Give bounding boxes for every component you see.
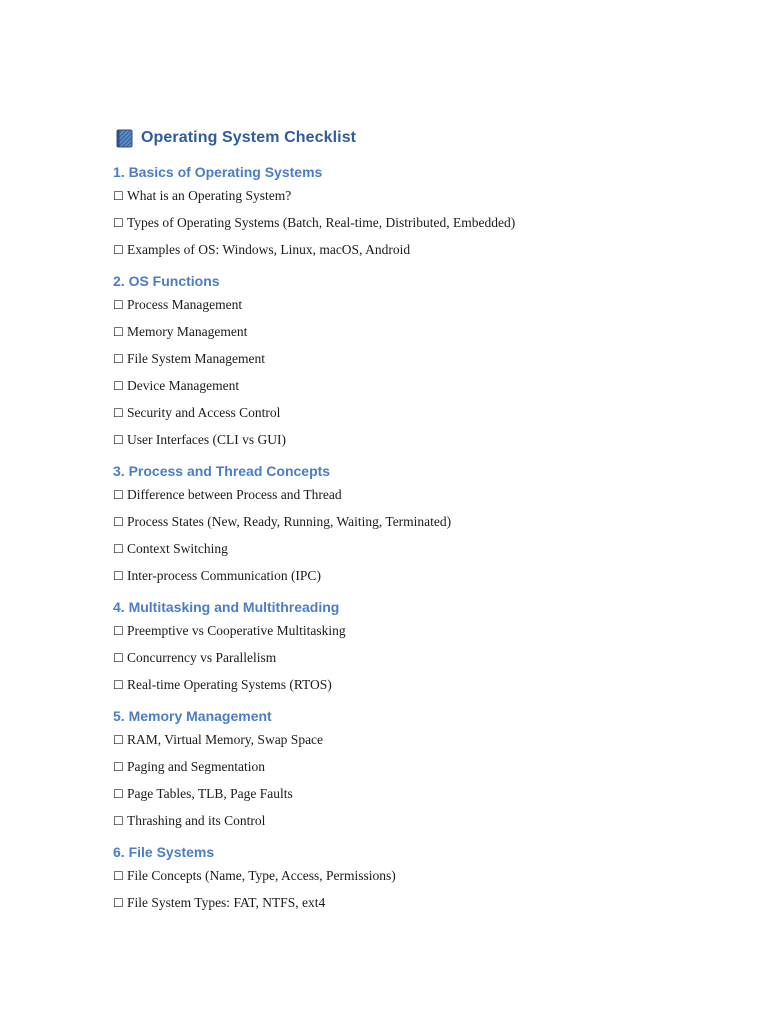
checklist-item-label: Context Switching bbox=[127, 540, 228, 556]
checklist-section bbox=[113, 461, 733, 589]
checklist-sections bbox=[113, 162, 733, 916]
checklist-item bbox=[113, 372, 733, 399]
checklist-item bbox=[113, 291, 733, 318]
checklist-item bbox=[113, 535, 733, 562]
checklist-section bbox=[113, 162, 733, 263]
checklist-item bbox=[113, 209, 733, 236]
checkbox-icon[interactable]: ☐ bbox=[113, 378, 124, 393]
checklist-items bbox=[113, 726, 733, 834]
section-heading: 4. Multitasking and Multithreading bbox=[113, 599, 340, 615]
checkbox-icon[interactable]: ☐ bbox=[113, 786, 124, 801]
checkbox-icon[interactable]: ☐ bbox=[113, 297, 124, 312]
checklist-items bbox=[113, 617, 733, 698]
checkbox-icon[interactable]: ☐ bbox=[113, 405, 124, 420]
checklist-item-label: Concurrency vs Parallelism bbox=[127, 649, 277, 665]
checkbox-icon[interactable]: ☐ bbox=[113, 242, 124, 257]
checklist-item-label: File System Types: FAT, NTFS, ext4 bbox=[127, 894, 326, 910]
checklist-items bbox=[113, 481, 733, 589]
checkbox-icon[interactable]: ☐ bbox=[113, 215, 124, 230]
section-heading: 3. Process and Thread Concepts bbox=[113, 463, 331, 479]
checklist-item bbox=[113, 399, 733, 426]
checklist-section bbox=[113, 706, 733, 834]
checkbox-icon[interactable]: ☐ bbox=[113, 623, 124, 638]
checklist-item bbox=[113, 345, 733, 372]
checklist-items bbox=[113, 182, 733, 263]
checklist-items bbox=[113, 291, 733, 453]
checklist-item-label: Real-time Operating Systems (RTOS) bbox=[127, 676, 332, 692]
checkbox-icon[interactable]: ☐ bbox=[113, 677, 124, 692]
checklist-item bbox=[113, 562, 733, 589]
section-heading: 6. File Systems bbox=[113, 844, 215, 860]
document-page bbox=[113, 124, 733, 916]
checkbox-icon[interactable]: ☐ bbox=[113, 432, 124, 447]
checkbox-icon[interactable]: ☐ bbox=[113, 188, 124, 203]
checklist-item-label: Inter-process Communication (IPC) bbox=[127, 567, 321, 583]
checklist-item-label: Examples of OS: Windows, Linux, macOS, Android bbox=[127, 241, 411, 257]
checklist-item bbox=[113, 644, 733, 671]
checkbox-icon[interactable]: ☐ bbox=[113, 351, 124, 366]
checklist-item-label: Process States (New, Ready, Running, Waiting, Terminated) bbox=[127, 513, 452, 529]
checklist-item bbox=[113, 426, 733, 453]
checklist-item bbox=[113, 617, 733, 644]
checkbox-icon[interactable]: ☐ bbox=[113, 813, 124, 828]
checkbox-icon[interactable]: ☐ bbox=[113, 568, 124, 583]
checklist-item-label: Types of Operating Systems (Batch, Real-time, Distributed, Embedded) bbox=[127, 214, 516, 230]
checkbox-icon[interactable]: ☐ bbox=[113, 541, 124, 556]
checklist-item bbox=[113, 753, 733, 780]
checklist-item-label: What is an Operating System? bbox=[127, 187, 292, 203]
checkbox-icon[interactable]: ☐ bbox=[113, 650, 124, 665]
checklist-item-label: RAM, Virtual Memory, Swap Space bbox=[127, 731, 324, 747]
checklist-item-label: File System Management bbox=[127, 350, 265, 366]
notebook-icon bbox=[116, 129, 133, 148]
page-title: Operating System Checklist bbox=[141, 129, 357, 146]
checklist-item-label: Process Management bbox=[127, 296, 243, 312]
checklist-item-label: Difference between Process and Thread bbox=[127, 486, 342, 502]
checklist-item-label: Preemptive vs Cooperative Multitasking bbox=[127, 622, 346, 638]
checklist-item bbox=[113, 889, 733, 916]
checklist-item bbox=[113, 182, 733, 209]
checklist-section bbox=[113, 271, 733, 453]
checklist-item-label: File Concepts (Name, Type, Access, Permissions) bbox=[127, 867, 396, 883]
checklist-section bbox=[113, 597, 733, 698]
checklist-item bbox=[113, 481, 733, 508]
checklist-item-label: Thrashing and its Control bbox=[127, 812, 266, 828]
checkbox-icon[interactable]: ☐ bbox=[113, 732, 124, 747]
section-heading: 5. Memory Management bbox=[113, 708, 272, 724]
checkbox-icon[interactable]: ☐ bbox=[113, 487, 124, 502]
checklist-item-label: Memory Management bbox=[127, 323, 248, 339]
checkbox-icon[interactable]: ☐ bbox=[113, 324, 124, 339]
section-heading: 1. Basics of Operating Systems bbox=[113, 164, 323, 180]
checklist-item bbox=[113, 807, 733, 834]
checklist-item-label: Paging and Segmentation bbox=[127, 758, 265, 774]
checklist-section bbox=[113, 842, 733, 916]
checklist-item-label: User Interfaces (CLI vs GUI) bbox=[127, 431, 286, 447]
checklist-item bbox=[113, 862, 733, 889]
checklist-item bbox=[113, 780, 733, 807]
checklist-items bbox=[113, 862, 733, 916]
checklist-item-label: Device Management bbox=[127, 377, 240, 393]
checklist-item bbox=[113, 318, 733, 345]
checkbox-icon[interactable]: ☐ bbox=[113, 514, 124, 529]
checkbox-icon[interactable]: ☐ bbox=[113, 868, 124, 883]
checklist-item bbox=[113, 726, 733, 753]
checkbox-icon[interactable]: ☐ bbox=[113, 895, 124, 910]
checklist-item bbox=[113, 508, 733, 535]
checklist-item-label: Security and Access Control bbox=[127, 404, 281, 420]
document-title bbox=[113, 124, 733, 152]
checklist-item bbox=[113, 236, 733, 263]
section-heading: 2. OS Functions bbox=[113, 273, 220, 289]
checkbox-icon[interactable]: ☐ bbox=[113, 759, 124, 774]
checklist-item-label: Page Tables, TLB, Page Faults bbox=[127, 785, 293, 801]
checklist-item bbox=[113, 671, 733, 698]
